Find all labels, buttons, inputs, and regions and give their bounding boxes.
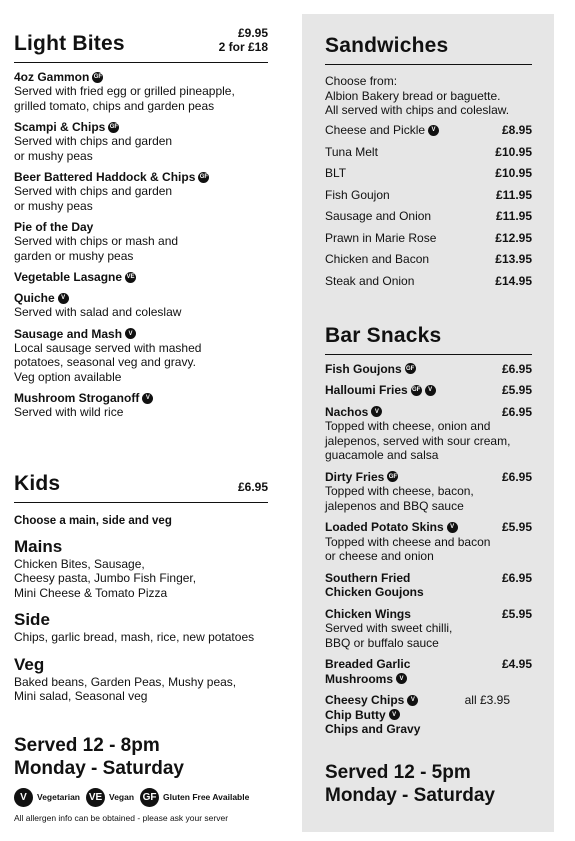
menu-item [14, 70, 268, 113]
snack-name-text: Fish Goujons [325, 361, 402, 376]
served-hours-left [14, 734, 268, 780]
vegetarian-badge-icon: V [428, 125, 439, 136]
snack-name-line [325, 607, 411, 622]
sandwich-price: £10.95 [495, 144, 532, 159]
served-days: Monday - Saturday [14, 757, 184, 779]
combo-item [325, 708, 420, 723]
sandwich-price: £13.95 [495, 252, 532, 267]
description-line: Topped with cheese, onion and [325, 419, 491, 433]
light-bites-header [14, 26, 268, 63]
snack-header [325, 405, 532, 420]
choose-line: Albion Bakery bread or baguette. [325, 88, 501, 103]
description-line: Topped with cheese, bacon, [325, 484, 474, 498]
description-line: jalepenos, served with sour cream, [325, 433, 511, 448]
kids-side-title: Side [14, 610, 50, 629]
menu-item-description [14, 405, 268, 420]
sandwich-name-text: Chicken and Bacon [325, 252, 430, 267]
description-line: Served with chips or mash and [14, 234, 179, 248]
combo-item-text: Cheesy Chips [325, 693, 405, 707]
snack-name-text: Breaded Garlic [325, 657, 411, 671]
menu-item [14, 291, 268, 320]
right-column [302, 14, 554, 832]
snack-name-line [325, 672, 410, 687]
menu-item-name-text: Mushroom Stroganoff [14, 391, 140, 405]
kids-mains-title: Mains [14, 536, 63, 556]
gluten-free-badge-icon: GF [411, 385, 422, 396]
snack-name-text: Southern Fried [325, 570, 411, 585]
snack-name [325, 607, 411, 622]
sandwich-name [325, 145, 378, 159]
snack-name-text: Chicken Goujons [325, 585, 424, 599]
sandwich-price: £10.95 [495, 166, 532, 181]
snack-name [325, 470, 398, 485]
combo-item-text: Chip Butty [325, 707, 386, 722]
menu-item-description [14, 184, 268, 213]
snack-price: £6.95 [501, 469, 532, 484]
sandwich-name [325, 209, 431, 223]
snack-price: £5.95 [501, 520, 532, 534]
sandwich-row [325, 184, 532, 206]
kids-veg-line: Baked beans, Garden Peas, Mushy peas, [14, 674, 237, 689]
menu-item-description [14, 84, 268, 113]
snack-name-line [325, 362, 416, 377]
sandwich-row [325, 206, 532, 228]
vegetarian-badge-icon: V [425, 385, 436, 396]
sandwich-name [325, 123, 439, 137]
kids-veg-line: Mini salad, Seasonal veg [14, 689, 148, 703]
snack-name-line [325, 383, 436, 398]
sandwich-name [325, 231, 436, 245]
snack-name [325, 657, 410, 686]
sandwich-row [325, 227, 532, 249]
choose-line: All served with chips and coleslaw. [325, 103, 510, 117]
snack-name-text: Mushrooms [325, 671, 394, 686]
sandwich-name-text: BLT [325, 166, 347, 181]
sandwich-row [325, 141, 532, 163]
kids-title: Kids [14, 471, 61, 495]
snack-description [325, 621, 532, 650]
snack-description [325, 484, 532, 513]
served-time: Served 12 - 5pm [325, 761, 471, 783]
vegetarian-badge-icon: V [14, 788, 33, 807]
legend-label: Gluten Free Available [163, 792, 250, 802]
snack-item [325, 607, 532, 651]
sandwich-price: £8.95 [501, 123, 532, 138]
snack-item [325, 405, 532, 463]
gluten-free-badge-icon: GF [198, 172, 209, 183]
menu-item [14, 327, 268, 385]
snack-header [325, 571, 532, 600]
snack-name-text: Chicken Wings [325, 606, 411, 621]
menu-item-description [14, 305, 268, 320]
gluten-free-badge-icon: GF [405, 363, 416, 374]
sandwiches-header [325, 14, 532, 65]
menu-item-name [14, 220, 268, 234]
vegetarian-badge-icon: V [125, 328, 136, 339]
vegetarian-badge-icon: V [447, 522, 458, 533]
snack-name [325, 520, 458, 535]
description-line: Served with sweet chilli, [325, 621, 453, 635]
sandwich-name [325, 274, 414, 288]
light-bites-list [14, 70, 268, 420]
snack-item [325, 657, 532, 686]
snack-header [325, 607, 532, 622]
menu-item-name [14, 120, 268, 134]
sandwiches-title: Sandwiches [325, 34, 449, 57]
menu-item-name [14, 270, 268, 284]
combo-names [325, 693, 420, 737]
legend-item [86, 788, 134, 807]
combo-item-text: Chips and Gravy [325, 722, 421, 736]
snack-price: £4.95 [501, 657, 532, 671]
vegetarian-badge-icon: V [142, 393, 153, 404]
sandwiches-choose-text [325, 74, 532, 118]
sandwich-name [325, 188, 390, 202]
sandwich-row [325, 249, 532, 271]
vegetarian-badge-icon: V [58, 293, 69, 304]
combo-item [325, 722, 420, 737]
vegetarian-badge-icon: V [371, 406, 382, 417]
kids-mains-line: Chicken Bites, Sausage, [14, 556, 145, 571]
description-line: guacamole and salsa [325, 448, 439, 462]
gluten-free-badge-icon: GF [387, 471, 398, 482]
sandwich-name [325, 252, 429, 266]
snack-price: £6.95 [501, 361, 532, 376]
vegetarian-badge-icon: V [389, 709, 400, 720]
legend-item [140, 788, 249, 807]
snack-price: £5.95 [501, 606, 532, 621]
snack-price: £5.95 [501, 383, 532, 397]
allergen-note: All allergen info can be obtained - please ask your server [14, 812, 229, 823]
menu-item [14, 270, 268, 284]
menu-item-name [14, 391, 268, 405]
kids-side-text [14, 630, 268, 645]
bar-snacks-header [325, 324, 532, 355]
kids-mains-line: Mini Cheese & Tomato Pizza [14, 585, 168, 600]
sandwich-name [325, 166, 346, 180]
sandwich-name-text: Tuna Melt [325, 144, 378, 159]
served-time: Served 12 - 8pm [14, 734, 160, 756]
description-line: Local sausage served with mashed [14, 340, 202, 355]
light-bites-price-single: £9.95 [237, 26, 268, 40]
snack-name-text: Loaded Potato Skins [325, 520, 444, 534]
sandwich-name-text: Cheese and Pickle [325, 123, 426, 138]
menu-item-name-text: Scampi & Chips [14, 120, 106, 134]
vegan-badge-icon: VE [86, 788, 105, 807]
snack-name-line [325, 470, 398, 485]
chips-combo [325, 693, 532, 737]
legend-item [14, 788, 80, 807]
kids-veg-text [14, 675, 268, 704]
description-line: or cheese and onion [325, 549, 434, 563]
snack-description [325, 419, 532, 463]
combo-item [325, 693, 420, 708]
menu-item [14, 170, 268, 213]
snack-header [325, 383, 532, 398]
snack-name [325, 383, 436, 398]
combo-price: all £3.95 [464, 693, 510, 707]
light-bites-title: Light Bites [14, 32, 125, 55]
kids-choose-text: Choose a main, side and veg [14, 514, 172, 527]
vegetarian-badge-icon: V [407, 695, 418, 706]
sandwich-name-text: Steak and Onion [325, 273, 415, 288]
snack-name-text: Nachos [325, 404, 369, 419]
snack-name [325, 571, 424, 600]
snack-name [325, 405, 382, 420]
kids-price: £6.95 [237, 479, 268, 494]
gluten-free-badge-icon: GF [108, 122, 119, 133]
sandwich-price: £14.95 [495, 273, 532, 288]
snack-description [325, 535, 532, 564]
snack-price: £6.95 [501, 570, 532, 585]
choose-line: Choose from: [325, 74, 398, 88]
description-line: Served with chips and garden [14, 184, 173, 198]
description-line: BBQ or buffalo sauce [325, 635, 439, 650]
legend-label: Vegetarian [37, 792, 80, 802]
snack-item [325, 520, 532, 564]
description-line: or mushy peas [14, 148, 93, 163]
sandwich-price: £11.95 [495, 209, 532, 224]
gluten-free-badge-icon: GF [92, 72, 103, 83]
sandwich-row [325, 163, 532, 185]
menu-item-name-text: Pie of the Day [14, 220, 94, 234]
snack-name-line [325, 520, 458, 535]
menu-item-description [14, 234, 268, 263]
sandwich-row [325, 120, 532, 142]
kids-side-line: Chips, garlic bread, mash, rice, new potatoes [14, 630, 255, 644]
menu-item-name-text: Quiche [14, 291, 55, 305]
dietary-legend [14, 788, 268, 807]
snack-header [325, 520, 532, 535]
menu-item [14, 391, 268, 420]
combo-header [325, 693, 532, 737]
description-line: potatoes, seasonal veg and gravy. [14, 355, 196, 369]
bar-snacks-title: Bar Snacks [325, 323, 442, 347]
menu-item-name-text: Sausage and Mash [14, 326, 123, 341]
description-line: Served with fried egg or grilled pineapple, [14, 84, 235, 98]
snack-price: £6.95 [501, 404, 532, 419]
sandwich-row [325, 270, 532, 292]
kids-veg-title: Veg [14, 654, 45, 674]
kids-mains-text [14, 557, 268, 601]
sandwich-name-text: Fish Goujon [325, 187, 390, 202]
kids-header [14, 472, 268, 503]
snack-header [325, 657, 532, 686]
menu-item-name-text: Vegetable Lasagne [14, 270, 123, 284]
menu-item-name [14, 170, 268, 184]
left-column [14, 26, 268, 823]
snack-name-line [325, 585, 424, 600]
snack-name-line [325, 571, 424, 586]
description-line: Topped with cheese and bacon [325, 534, 491, 549]
bar-snacks-list [325, 362, 532, 687]
snack-item [325, 362, 532, 377]
snack-name-line [325, 657, 410, 672]
snack-name-text: Dirty Fries [325, 469, 385, 484]
description-line: Served with chips and garden [14, 134, 173, 148]
snack-header [325, 362, 532, 377]
menu-item-description [14, 341, 268, 385]
sandwiches-list [325, 120, 532, 292]
gluten-free-badge-icon: GF [140, 788, 159, 807]
light-bites-price-deal: 2 for £18 [218, 40, 268, 54]
menu-item-description [14, 134, 268, 163]
description-line: Veg option available [14, 369, 122, 384]
served-hours-right [325, 761, 532, 807]
menu-item [14, 120, 268, 163]
menu-item-name [14, 70, 268, 84]
snack-name [325, 362, 416, 377]
served-days: Monday - Saturday [325, 784, 495, 806]
snack-name-text: Halloumi Fries [325, 383, 408, 397]
description-line: Served with wild rice [14, 405, 124, 419]
sandwich-name-text: Prawn in Marie Rose [325, 230, 437, 245]
snack-header [325, 470, 532, 485]
sandwich-name-text: Sausage and Onion [325, 209, 432, 224]
sandwich-price: £12.95 [495, 230, 532, 245]
legend-label: Vegan [109, 792, 135, 802]
description-line: grilled tomato, chips and garden peas [14, 98, 215, 113]
description-line: Served with salad and coleslaw [14, 305, 182, 319]
light-bites-price [219, 26, 268, 56]
menu-item-name-text: Beer Battered Haddock & Chips [14, 170, 196, 184]
snack-item [325, 571, 532, 600]
menu-item-name [14, 291, 268, 305]
description-line: garden or mushy peas [14, 248, 134, 263]
snack-item [325, 383, 532, 398]
description-line: or mushy peas [14, 198, 93, 213]
vegetarian-badge-icon: V [396, 673, 407, 684]
vegan-badge-icon: VE [125, 272, 136, 283]
snack-item [325, 470, 532, 514]
kids-mains-line: Cheesy pasta, Jumbo Fish Finger, [14, 571, 197, 585]
description-line: jalepenos and BBQ sauce [325, 498, 464, 513]
snack-name-line [325, 405, 382, 420]
menu-item [14, 220, 268, 263]
menu-item-name-text: 4oz Gammon [14, 70, 90, 84]
menu-item-name [14, 327, 268, 341]
sandwich-price: £11.95 [495, 187, 532, 202]
